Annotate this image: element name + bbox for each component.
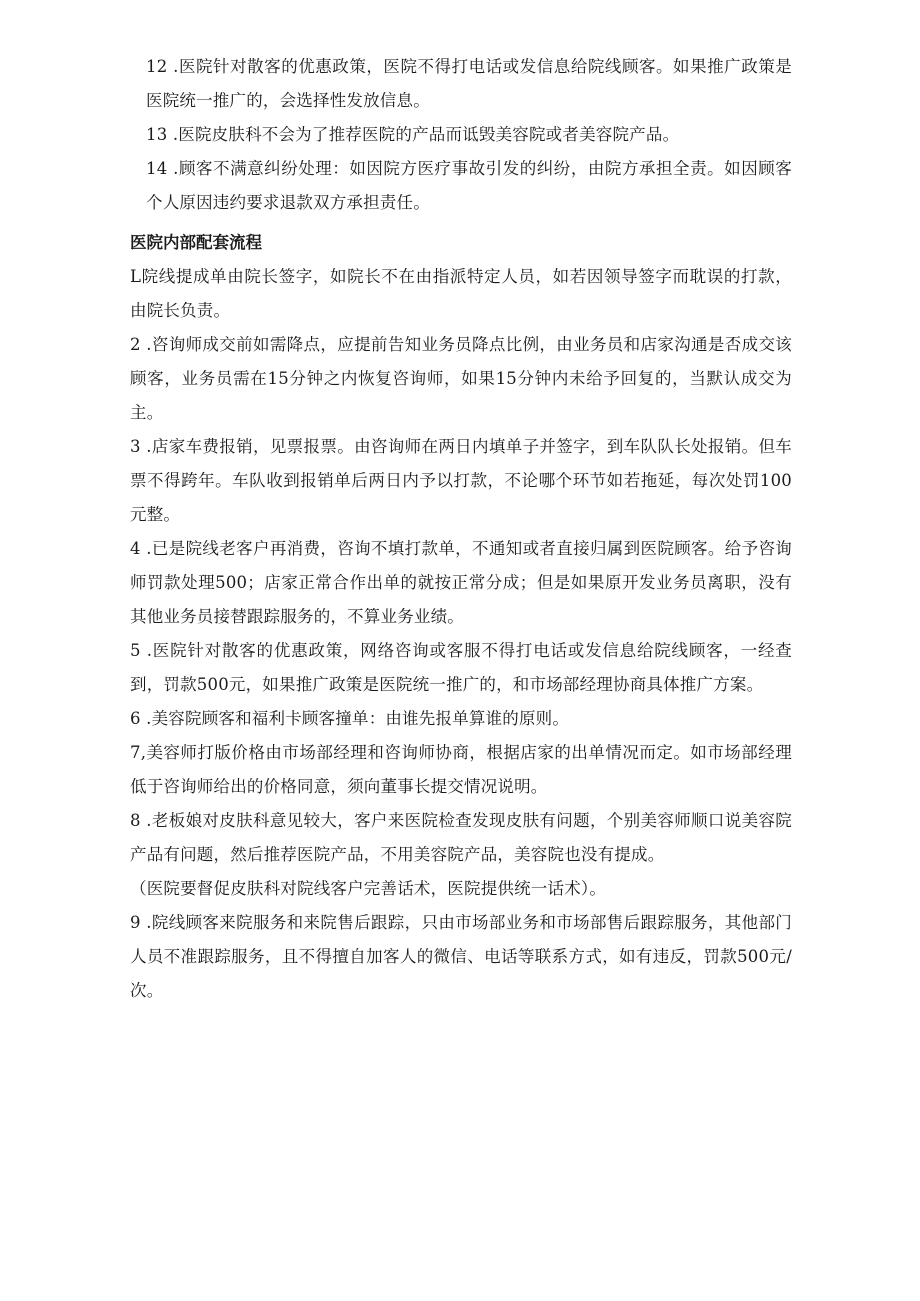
list-item-13: 13 .医院皮肤科不会为了推荐医院的产品而诋毁美容院或者美容院产品。 <box>146 125 680 144</box>
procedure-item-5: 5 .医院针对散客的优惠政策，网络咨询或客服不得打电话或发信息给院线顾客，一经查到，罚款500元，如果推广政策是医院统一推广的，和市场部经理协商具体推广方案。 <box>130 641 792 694</box>
procedure-note: （医院要督促皮肤科对院线客户完善话术，医院提供统一话术）。 <box>130 879 607 898</box>
procedure-item-2: 2 .咨询师成交前如需降点，应提前告知业务员降点比例，由业务员和店家沟通是否成交该顾客，业务员需在15分钟之内恢复咨询师，如果15分钟内未给予回复的，当默认成交为主。 <box>130 335 792 422</box>
procedure-item-6: 6 .美容院顾客和福利卡顾客撞单：由谁先报单算谁的原则。 <box>130 709 570 728</box>
section-title: 医院内部配套流程 <box>130 233 262 252</box>
list-item-12: 12 .医院针对散客的优惠政策，医院不得打电话或发信息给院线顾客。如果推广政策是医院统一推广的，会选择性发放信息。 <box>146 57 792 110</box>
continued-list <box>146 50 792 220</box>
procedure-item-1: L院线提成单由院长签字，如院长不在由指派特定人员，如若因领导签字而耽误的打款，由院长负责。 <box>130 267 792 320</box>
procedure-item-3: 3 .店家车费报销，见票报票。由咨询师在两日内填单子并签字，到车队队长处报销。但车票不得跨年。车队收到报销单后两日内予以打款，不论哪个环节如若拖延，每次处罚100元整。 <box>130 437 792 524</box>
procedure-list <box>130 260 792 1008</box>
list-item-14: 14 .顾客不满意纠纷处理：如因院方医疗事故引发的纠纷，由院方承担全责。如因顾客个人原因违约要求退款双方承担责任。 <box>146 159 792 212</box>
procedure-item-4: 4 .已是院线老客户再消费，咨询不填打款单，不通知或者直接归属到医院顾客。给予咨询师罚款处理500；店家正常合作出单的就按正常分成；但是如果原开发业务员离职，没有其他业务员接替跟踪服务的，不算业务业绩。 <box>130 539 792 626</box>
procedure-item-9: 9 .院线顾客来院服务和来院售后跟踪，只由市场部业务和市场部售后跟踪服务，其他部门人员不准跟踪服务，且不得擅自加客人的微信、电话等联系方式，如有违反，罚款500元/次。 <box>130 913 792 1000</box>
procedure-item-8: 8 .老板娘对皮肤科意见较大，客户来医院检查发现皮肤有问题，个别美容师顺口说美容院产品有问题，然后推荐医院产品，不用美容院产品，美容院也没有提成。 <box>130 811 792 864</box>
procedure-item-7: 7,美容师打版价格由市场部经理和咨询师协商，根据店家的出单情况而定。如市场部经理低于咨询师给出的价格同意，须向董事长提交情况说明。 <box>130 743 792 796</box>
